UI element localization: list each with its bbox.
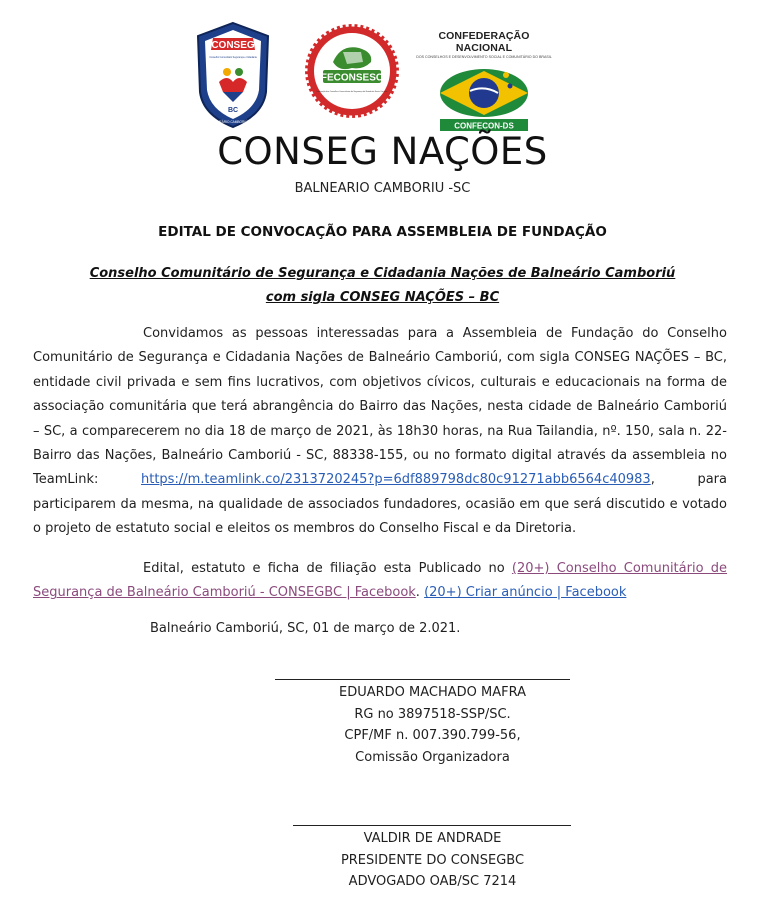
signatory-1-role: Comissão Organizadora	[355, 749, 510, 765]
publication-text: Edital, estatuto e ficha de filiação esta Publicado no	[143, 561, 512, 576]
signature-block-2	[50, 828, 765, 893]
city-line: BALNEARIO CAMBORIU -SC	[294, 181, 471, 196]
facebook-ad-link[interactable]: (20+) Criar anúncio | Facebook	[424, 585, 627, 601]
conseg-badge-text: CONSEG	[211, 40, 255, 51]
facebook-page-link[interactable]: (20+) Conselho Comunitário de Segurança de Balneário Camboriú - CONSEGBC | Facebook	[33, 561, 727, 601]
signature-line-2	[293, 825, 571, 826]
conseg-ring-text: BALNEÁRIO CAMBORIÚ - SC	[211, 120, 255, 124]
confecon-ds-logo	[410, 30, 558, 139]
signature-line-1	[275, 679, 570, 680]
publication-separator: .	[415, 585, 425, 601]
document-date: Balneário Camboriú, SC, 01 de março de 2.021.	[150, 621, 461, 636]
signatory-1-name: EDUARDO MACHADO MAFRA	[338, 685, 527, 700]
publication-paragraph	[33, 557, 727, 606]
confecon-title: CONFEDERAÇÃO NACIONAL	[438, 30, 530, 54]
signature-block-1	[50, 682, 765, 768]
page-title: CONSEG NAÇÕES	[217, 130, 548, 173]
confecon-name: CONFECON-DS	[454, 121, 514, 131]
convocation-text: Convidamos as pessoas interessadas para a Assembleia de Fundação do Conselho Comunitário de Segurança e Cidadania Nações de Balneário Camboriú, com sigla CONSEG NAÇÕES – BC, entidade civil privada e sem fins lucrativos, com objetivos cívicos, culturais e educacionais na forma de associação comunitária que terá abrangência do Bairro das Nações, nesta cidade de Balneário Camboriú – SC, a comparecerem no dia 18 de março de 2021, às 18h30 horas, na Rua Tailandia, nº. 150, sala n. 22- Bairro das Nações, Balneário Camboriú - SC, 88338-155, ou no formato digital através da assembleia no TeamLink:	[33, 326, 727, 488]
conseg-bc-logo	[193, 20, 273, 134]
feconsesc-smalltext: Federação dos Conselhos Comunitários de Segurança do Estado de Santa Catarina	[316, 91, 388, 93]
signatory-2-name: VALDIR DE ANDRADE	[363, 831, 502, 846]
conseg-badge-smalltext: Conselho Comunitário Segurança e Cidadania	[209, 57, 257, 59]
teamlink-link[interactable]: https://m.teamlink.co/2313720245?p=6df889798dc80c91271abb6564c40983	[141, 472, 651, 488]
feconsesc-logo	[303, 22, 401, 124]
council-name-line1: Conselho Comunitário de Segurança e Cidadania Nações de Balneário Camboriú	[89, 266, 676, 281]
convocation-tail: , para participarem da mesma, na qualidade de associados fundadores, ocasião em que será discutido e votado o projeto de estatuto social e eleitos os membros do Conselho Fiscal e da Diretoria.	[33, 472, 727, 537]
confecon-emblem	[410, 59, 558, 135]
signatory-2-oab: ADVOGADO OAB/SC 7214	[348, 874, 517, 889]
signatory-2-title: PRESIDENTE DO CONSEGBC	[340, 852, 525, 868]
council-name-line2: com sigla CONSEG NAÇÕES – BC	[265, 290, 500, 305]
edital-heading: EDITAL DE CONVOCAÇÃO PARA ASSEMBLEIA DE FUNDAÇÃO	[158, 224, 607, 240]
confecon-subtitle: DOS CONSELHOS E DESENVOLVIMENTO SOCIAL E COMUNITÁRIO DO BRASIL	[416, 55, 552, 59]
conseg-badge-bc: BC	[227, 107, 239, 114]
logo-row	[0, 18, 765, 138]
signatory-1-rg: RG no 3897518-SSP/SC.	[354, 706, 511, 722]
feconsesc-name: FECONSESC	[320, 72, 384, 84]
signatory-1-cpf: CPF/MF n. 007.390.799-56,	[344, 728, 521, 743]
convocation-paragraph	[33, 322, 727, 542]
